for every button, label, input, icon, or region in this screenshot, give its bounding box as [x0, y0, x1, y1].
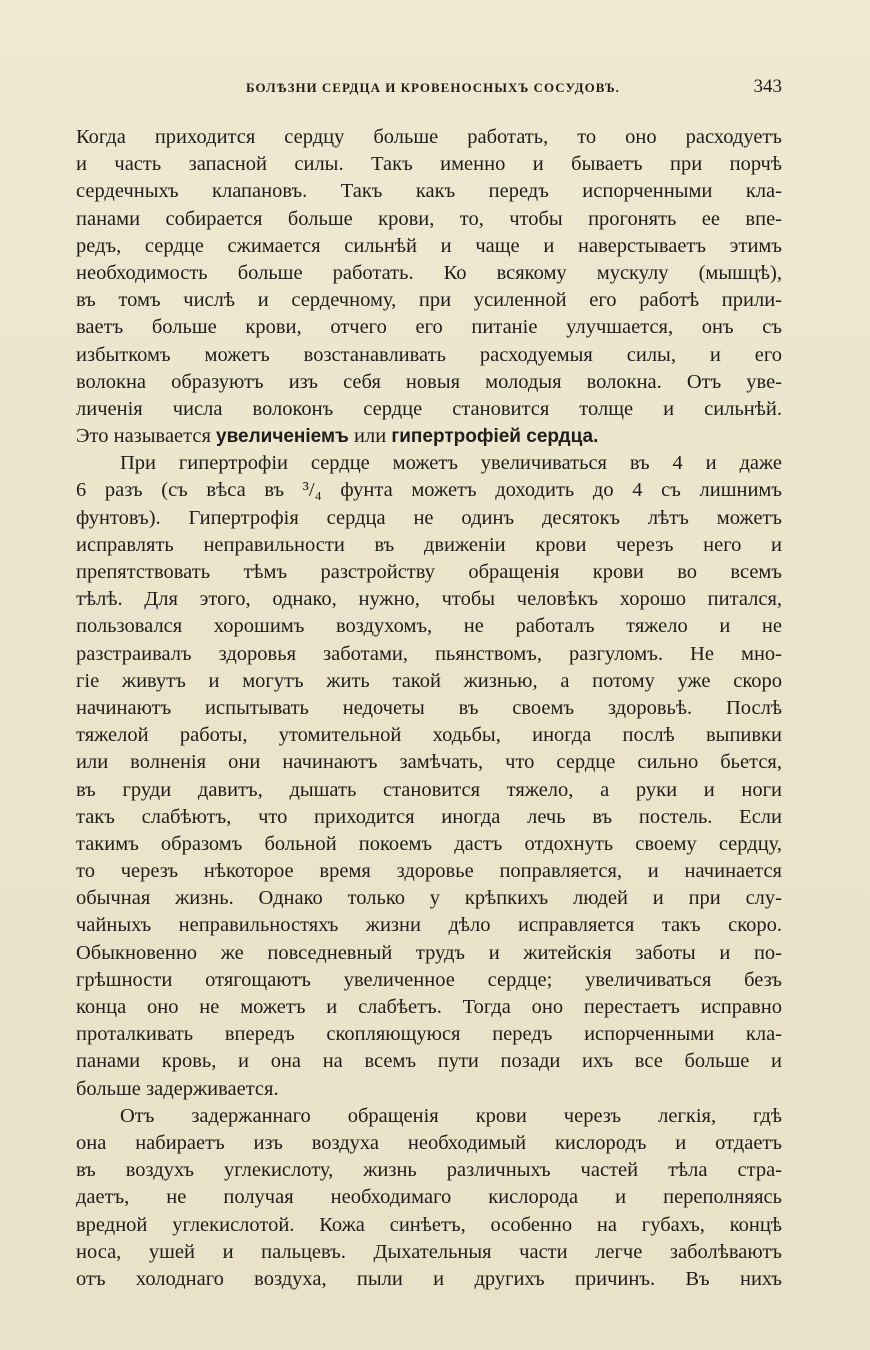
- text-line: личенія числа волоконъ сердце становится толще и сильнѣй.: [76, 397, 782, 420]
- paragraph-1: [76, 124, 782, 450]
- line-middle: или: [348, 425, 392, 448]
- text-line: въ воздухъ углекислоту, жизнь различныхъ частей тѣла стра-: [76, 1159, 782, 1182]
- paragraph-3: [76, 1103, 782, 1293]
- line-prefix: Это называется: [76, 425, 217, 448]
- text-line: больше задерживается.: [76, 1077, 279, 1100]
- text-line: обычная жизнь. Однако только у крѣпкихъ людей и при слу-: [76, 887, 782, 910]
- text-line: При гипертрофіи сердце можетъ увеличиваться въ 4 и даже: [120, 452, 782, 475]
- text-line: тяжелой работы, утомительной ходьбы, иногда послѣ выпивки: [76, 724, 782, 747]
- text-line: начинаютъ испытывать недочеты въ своемъ здоровьѣ. Послѣ: [76, 696, 782, 719]
- text-line: панами кровь, и она на всемъ пути позади ихъ все больше и: [76, 1050, 782, 1073]
- text-line-emphasis: [76, 423, 782, 450]
- page-header: [76, 76, 782, 102]
- text-line: Когда приходится сердцу больше работать, то оно расходуетъ: [76, 126, 782, 148]
- text-line: необходимость больше работать. Ко всякому мускулу (мышцѣ),: [76, 261, 782, 284]
- text-line: пользовался хорошимъ воздухомъ, не работалъ тяжело и не: [76, 615, 782, 638]
- text-line: препятствовать тѣмъ разстройству обращенія крови во всемъ: [76, 561, 782, 583]
- text-line: въ груди давитъ, дышать становится тяжело, а руки и ноги: [76, 778, 782, 801]
- text-line: чайныхъ неправильностяхъ жизни дѣло исправляется такъ скоро.: [76, 914, 782, 937]
- text-line: исправлять неправильности въ движеніи крови черезъ него и: [76, 533, 782, 556]
- text-line: 6 разъ (съ вѣса въ ³/₄ фунта можетъ доходить до 4 съ лишнимъ: [76, 479, 782, 502]
- term-hypertrophy-2: гипертрофіей сердца.: [391, 426, 599, 448]
- text-line: и часть запасной силы. Такъ именно и бываетъ при порчѣ: [76, 153, 782, 176]
- text-line: Обыкновенно же повседневный трудъ и житейскія заботы и по-: [76, 941, 782, 964]
- page-number: 343: [753, 76, 782, 97]
- page-body: [76, 124, 782, 1293]
- running-title: БОЛѢЗНИ СЕРДЦА И КРОВЕНОСНЫХЪ СОСУДОВЪ.: [246, 80, 620, 95]
- text-line: ваетъ больше крови, отчего его питаніе улучшается, онъ съ: [76, 316, 782, 339]
- text-line: она набираетъ изъ воздуха необходимый кислородъ и отдаетъ: [76, 1131, 782, 1154]
- text-line: или волненія они начинаютъ замѣчать, что сердце сильно бьется,: [76, 751, 782, 774]
- text-line: носа, ушей и пальцевъ. Дыхательныя части легче заболѣваютъ: [76, 1240, 782, 1263]
- text-line: отъ холоднаго воздуха, пыли и другихъ причинъ. Въ нихъ: [76, 1267, 782, 1290]
- text-line: разстраивалъ здоровья заботами, пьянствомъ, разгуломъ. Не мно-: [76, 642, 782, 665]
- text-line: волокна образуютъ изъ себя новыя молодыя волокна. Отъ уве-: [76, 370, 782, 393]
- text-line: такъ слабѣютъ, что приходится иногда лечь въ постель. Если: [76, 805, 782, 828]
- text-line: сердечныхъ клапановъ. Такъ какъ передъ испорченными кла-: [76, 180, 782, 203]
- term-hypertrophy-1: увеличеніемъ: [216, 426, 349, 448]
- paragraph-2: [76, 450, 782, 1103]
- text-line: избыткомъ можетъ возстанавливать расходуемыя силы, и его: [76, 343, 782, 366]
- text-line: такимъ образомъ больной покоемъ дастъ отдохнуть своему сердцу,: [76, 832, 782, 855]
- text-line: въ томъ числѣ и сердечному, при усиленной его работѣ прили-: [76, 289, 782, 312]
- text-line: тѣлѣ. Для этого, однако, нужно, чтобы человѣкъ хорошо питался,: [76, 588, 782, 611]
- text-line: гіе живутъ и могутъ жить такой жизнью, а потому уже скоро: [76, 669, 782, 692]
- text-line: то черезъ нѣкоторое время здоровье поправляется, и начинается: [76, 860, 782, 883]
- text-line: редъ, сердце сжимается сильнѣй и чаще и наверстываетъ этимъ: [76, 234, 782, 257]
- text-line: грѣшности отягощаютъ увеличенное сердце; увеличиваться безъ: [76, 968, 782, 991]
- text-line: даетъ, не получая необходимаго кислорода и переполняясь: [76, 1186, 782, 1209]
- text-line: панами собирается больше крови, то, чтобы прогонять ее впе-: [76, 207, 782, 230]
- text-line: Отъ задержаннаго обращенія крови черезъ легкія, гдѣ: [120, 1104, 782, 1127]
- text-line: фунтовъ). Гипертрофія сердца не одинъ десятокъ лѣтъ можетъ: [76, 506, 782, 529]
- text-line: проталкивать впередъ скопляющуюся передъ испорченными кла-: [76, 1023, 782, 1046]
- text-line: конца оно не можетъ и слабѣетъ. Тогда оно перестаетъ исправно: [76, 996, 782, 1018]
- text-line: вредной углекислотой. Кожа синѣетъ, особенно на губахъ, концѣ: [76, 1213, 782, 1236]
